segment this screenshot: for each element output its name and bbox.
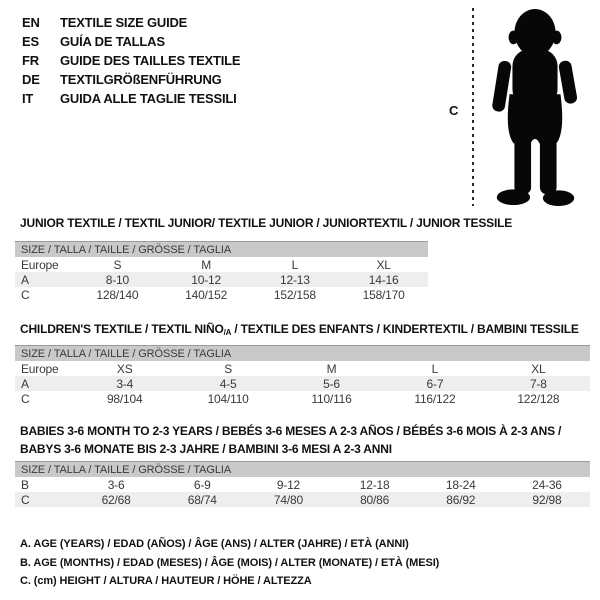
junior-table-title: JUNIOR TEXTILE / TEXTIL JUNIOR/ TEXTILE JUNIOR / JUNIORTEXTIL / JUNIOR TESSILE <box>20 216 513 230</box>
row-label: C <box>21 391 30 406</box>
language-list <box>22 13 240 108</box>
size-cell: 140/152 <box>185 287 228 302</box>
size-cell: 3-4 <box>116 376 134 391</box>
size-cell: L <box>291 257 299 272</box>
table-row <box>15 376 590 391</box>
size-cell: 86/92 <box>446 492 476 507</box>
language-code: FR <box>22 53 39 68</box>
height-dashed-line <box>472 8 474 206</box>
baby-foot-left <box>497 189 530 205</box>
babies-title-line2: BABYS 3-6 MONATE BIS 2-3 JAHRE / BAMBINI 3-6 MESI A 2-3 ANNI <box>20 442 392 456</box>
size-cell: 4-5 <box>219 376 237 391</box>
children-title-pre: CHILDREN'S TEXTILE / TEXTIL NIÑO <box>20 322 224 336</box>
size-cell: 24-36 <box>532 477 562 492</box>
children-table-title <box>20 320 579 340</box>
baby-ear-right <box>552 31 562 45</box>
size-cell: 10-12 <box>191 272 221 287</box>
size-cell: 68/74 <box>187 492 217 507</box>
size-cell: XL <box>531 361 546 376</box>
language-row <box>22 32 240 51</box>
language-row <box>22 13 240 32</box>
babies-size-table <box>15 461 590 507</box>
row-label: C <box>21 492 30 507</box>
size-cell: 6-9 <box>193 477 211 492</box>
table-row <box>15 287 428 302</box>
babies-table-title <box>20 422 561 458</box>
size-cell: M <box>326 361 337 376</box>
size-cell: 9-12 <box>276 477 301 492</box>
size-cell: 14-16 <box>368 272 399 287</box>
language-title: GUÍA DE TALLAS <box>60 34 165 49</box>
language-title: GUIDE DES TAILLES TEXTILE <box>60 53 241 68</box>
language-row <box>22 89 240 108</box>
size-cell: 3-6 <box>107 477 125 492</box>
size-cell: 92/98 <box>532 492 562 507</box>
language-code: IT <box>22 91 34 106</box>
row-label: Europe <box>21 257 59 272</box>
size-cell: 18-24 <box>445 477 476 492</box>
junior-size-table <box>15 241 428 302</box>
size-cell: 74/80 <box>273 492 303 507</box>
size-cell: 7-8 <box>529 376 547 391</box>
size-cell: 6-7 <box>426 376 444 391</box>
table-header-bar: SIZE / TALLA / TAILLE / GRÖSSE / TAGLIA <box>15 241 428 257</box>
baby-leg-right <box>540 138 557 194</box>
note-line-age-months: B. AGE (MONTHS) / EDAD (MESES) / ÂGE (MOIS) / ALTER (MONATE) / ETÀ (MESI) <box>20 556 440 569</box>
table-header-bar: SIZE / TALLA / TAILLE / GRÖSSE / TAGLIA <box>15 345 590 361</box>
size-cell: 12-18 <box>359 477 390 492</box>
row-label: A <box>21 376 29 391</box>
language-title: TEXTILGRÖßENFÜHRUNG <box>60 72 222 87</box>
language-code: DE <box>22 72 40 87</box>
size-cell: XL <box>376 257 391 272</box>
size-cell: 128/140 <box>96 287 139 302</box>
size-cell: M <box>201 257 212 272</box>
size-cell: 12-13 <box>280 272 310 287</box>
row-label: A <box>21 272 29 287</box>
size-cell: 116/122 <box>414 391 456 406</box>
row-label: Europe <box>21 361 59 376</box>
baby-arm-right <box>558 60 578 105</box>
row-label: B <box>21 477 29 492</box>
language-title: TEXTILE SIZE GUIDE <box>60 15 188 30</box>
children-title-post: / TEXTILE DES ENFANTS / KINDERTEXTIL / BAMBINI TESSILE <box>231 322 579 336</box>
size-cell: 110/116 <box>311 391 352 406</box>
baby-silhouette-image <box>486 6 584 212</box>
baby-foot-right <box>543 190 574 206</box>
note-line-height: C. (cm) HEIGHT / ALTURA / HAUTEUR / HÖHE / ALTEZZA <box>20 575 312 587</box>
size-cell: 98/104 <box>106 391 143 406</box>
table-row <box>15 492 590 507</box>
table-row <box>15 257 428 272</box>
language-code: EN <box>22 15 40 30</box>
legend-notes <box>20 535 439 591</box>
size-cell: 158/170 <box>362 287 405 302</box>
size-cell: L <box>431 361 439 376</box>
table-row <box>15 361 590 376</box>
language-row <box>22 70 240 89</box>
table-row <box>15 391 590 406</box>
size-cell: XS <box>116 361 133 376</box>
size-cell: 104/110 <box>207 391 249 406</box>
table-row <box>15 272 428 287</box>
baby-ear-left <box>509 31 519 45</box>
babies-title-line1: BABIES 3-6 MONTH TO 2-3 YEARS / BEBÉS 3-6 MESES A 2-3 AÑOS / BÉBÉS 3-6 MOIS À 2-3 ANS / <box>20 424 562 438</box>
size-cell: 122/128 <box>517 391 560 406</box>
size-cell: 5-6 <box>323 376 340 391</box>
size-cell: 80/86 <box>360 492 390 507</box>
size-cell: S <box>224 361 233 376</box>
note-line-age-years: A. AGE (YEARS) / EDAD (AÑOS) / ÂGE (ANS) / ALTER (JAHRE) / ETÀ (ANNI) <box>20 538 409 550</box>
table-row <box>15 477 590 492</box>
table-header-bar: SIZE / TALLA / TAILLE / GRÖSSE / TAGLIA <box>15 461 590 477</box>
height-label: C <box>449 103 459 118</box>
size-cell: 8-10 <box>105 272 129 287</box>
size-cell: S <box>113 257 122 272</box>
size-cell: 62/68 <box>101 492 131 507</box>
baby-head <box>514 9 555 56</box>
row-label: C <box>21 287 30 302</box>
size-cell: 152/158 <box>273 287 316 302</box>
children-title-sub: /A <box>223 328 232 337</box>
language-code: ES <box>22 34 39 49</box>
language-row <box>22 51 240 70</box>
children-size-table <box>15 345 590 406</box>
language-title: GUIDA ALLE TAGLIE TESSILI <box>60 91 237 106</box>
baby-leg-left <box>514 135 531 194</box>
